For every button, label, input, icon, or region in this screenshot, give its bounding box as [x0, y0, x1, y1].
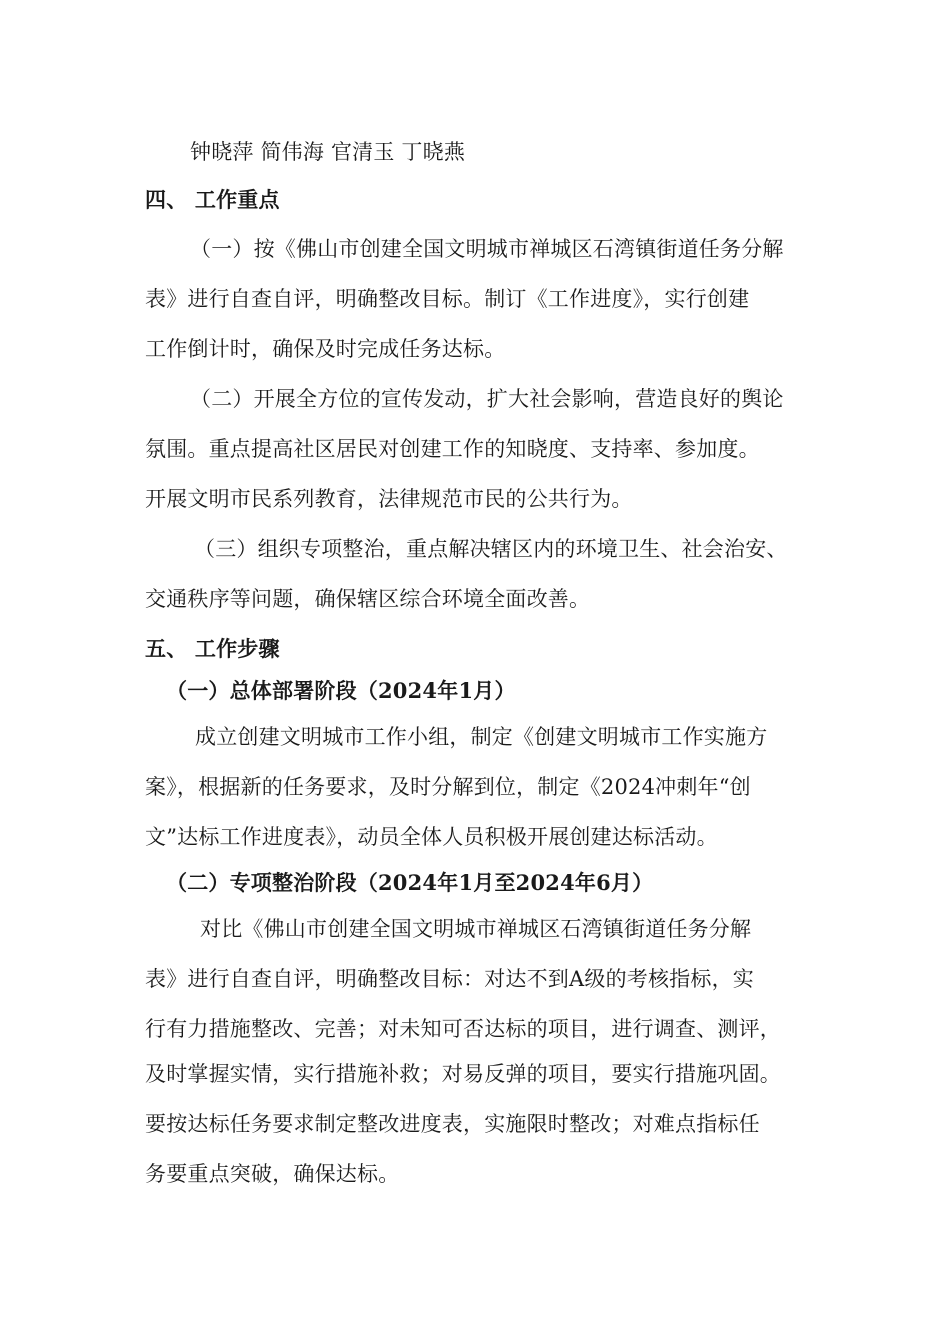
- paragraph-line: 氛围。重点提高社区居民对创建工作的知晓度、支持率、参加度。: [145, 437, 760, 461]
- stage-title: （一）总体部署阶段（2024年1月）: [166, 678, 516, 703]
- paragraph-line: （三）组织专项整治，重点解决辖区内的环境卫生、社会治安、: [194, 537, 788, 561]
- paragraph-line: 案》，根据新的任务要求，及时分解到位，制定《2024冲刺年“创: [145, 775, 751, 799]
- stage-title: （二）专项整治阶段（2024年1月至2024年6月）: [166, 870, 654, 895]
- paragraph-line: 成立创建文明城市工作小组，制定《创建文明城市工作实施方: [195, 725, 768, 749]
- paragraph-line: （二）开展全方位的宣传发动，扩大社会影响，营造良好的舆论: [190, 387, 784, 411]
- paragraph-line: 交通秩序等问题，确保辖区综合环境全面改善。: [145, 587, 591, 611]
- names-line: 钟晓萍 简伟海 官清玉 丁晓燕: [190, 140, 466, 164]
- paragraph-line: 开展文明市民系列教育，法律规范市民的公共行为。: [145, 487, 633, 511]
- paragraph-line: 对比《佛山市创建全国文明城市禅城区石湾镇街道任务分解: [200, 917, 752, 941]
- section-heading-work-focus: 四、 工作重点: [145, 187, 280, 212]
- paragraph-line: 行有力措施整改、完善；对未知可否达标的项目，进行调查、测评，: [145, 1017, 781, 1041]
- paragraph-line: 及时掌握实情，实行措施补救；对易反弹的项目，要实行措施巩固。: [145, 1062, 781, 1086]
- paragraph-line: 表》进行自查自评，明确整改目标。制订《工作进度》，实行创建: [145, 287, 750, 311]
- paragraph-line: 文”达标工作进度表》，动员全体人员积极开展创建达标活动。: [145, 825, 718, 849]
- paragraph-line: 工作倒计时，确保及时完成任务达标。: [145, 337, 506, 361]
- section-heading-work-steps: 五、 工作步骤: [145, 636, 280, 661]
- paragraph-line: 表》进行自查自评，明确整改目标：对达不到A级的考核指标，实: [145, 967, 754, 991]
- paragraph-line: （一）按《佛山市创建全国文明城市禅城区石湾镇街道任务分解: [190, 237, 784, 261]
- paragraph-line: 要按达标任务要求制定整改进度表，实施限时整改；对难点指标任: [145, 1112, 760, 1136]
- paragraph-line: 务要重点突破，确保达标。: [145, 1162, 400, 1186]
